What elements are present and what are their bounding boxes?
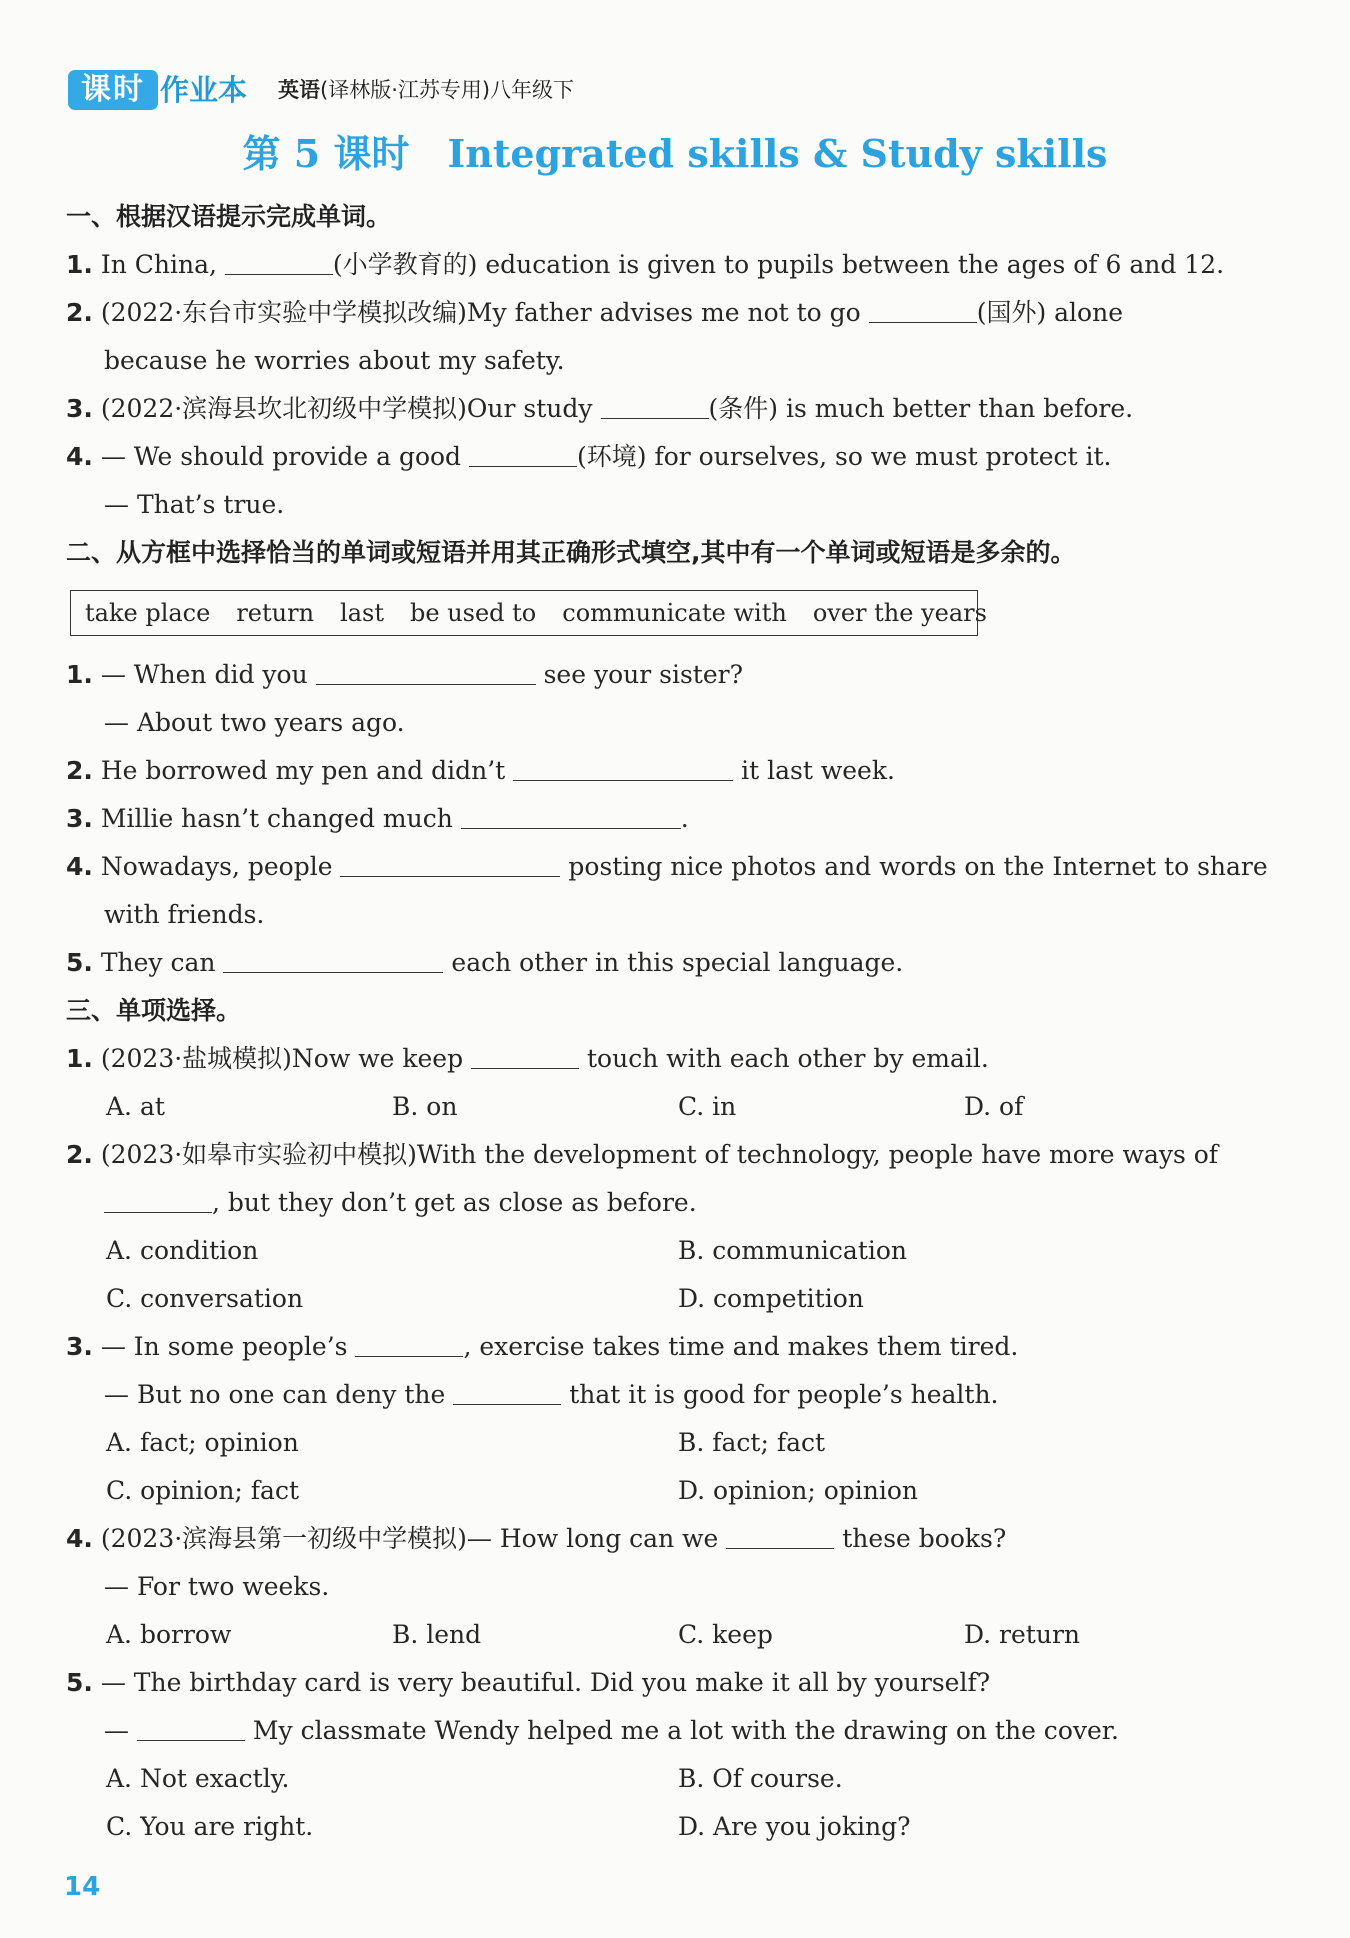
s3-q3-reply: — But no one can deny the that it is good for people’s health. [104,1380,999,1409]
option-b[interactable]: B. Of course. [678,1764,843,1793]
option-d[interactable]: D. of [964,1092,1024,1121]
option-d[interactable]: D. competition [678,1284,864,1313]
answer-blank[interactable] [223,950,443,973]
s2-q4-cont: with friends. [104,900,265,929]
word-bank-item: take place [85,599,211,627]
s1-q2-cont: because he worries about my safety. [104,346,565,375]
answer-blank[interactable] [355,1334,463,1357]
section2-heading: 二、从方框中选择恰当的单词或短语并用其正确形式填空,其中有一个单词或短语是多余的。 [66,538,1076,567]
option-c[interactable]: C. You are right. [106,1812,314,1841]
answer-blank[interactable] [601,396,709,419]
option-a[interactable]: A. Not exactly. [106,1764,290,1793]
s3-q5: 5. — The birthday card is very beautiful. Did you make it all by yourself? [66,1668,991,1697]
option-a[interactable]: A. borrow [106,1620,232,1649]
subject-label: 英语 [278,78,320,102]
s1-q1: 1. In China, (小学教育的) education is given to pupils between the ages of 6 and 12. [66,250,1225,279]
answer-blank[interactable] [726,1526,834,1549]
section1-heading: 一、根据汉语提示完成单词。 [66,202,392,231]
option-d[interactable]: D. Are you joking? [678,1812,911,1841]
answer-blank[interactable] [469,444,577,467]
answer-blank[interactable] [513,758,733,781]
option-a[interactable]: A. fact; opinion [106,1428,299,1457]
page-number: 14 [64,1872,101,1902]
s3-q5-reply: — My classmate Wendy helped me a lot with the drawing on the cover. [104,1716,1119,1745]
option-c[interactable]: C. keep [678,1620,773,1649]
s2-q2: 2. He borrowed my pen and didn’t it last week. [66,756,895,785]
option-b[interactable]: B. on [392,1092,458,1121]
s3-q2-cont: , but they don’t get as close as before. [104,1186,697,1220]
section3-heading: 三、单项选择。 [66,996,242,1025]
option-b[interactable]: B. communication [678,1236,908,1265]
option-c[interactable]: C. in [678,1092,737,1121]
brand-name: 作业本 [160,73,248,107]
brand-logo: 课时 [68,70,158,110]
answer-blank[interactable] [225,252,333,275]
word-bank-item: last [340,599,384,627]
answer-blank[interactable] [316,662,536,685]
answer-blank[interactable] [471,1046,579,1069]
s2-q1-reply: — About two years ago. [104,708,405,737]
option-b[interactable]: B. fact; fact [678,1428,826,1457]
lesson-title: 第 5 课时 Integrated skills & Study skills [242,131,1108,176]
option-c[interactable]: C. conversation [106,1284,304,1313]
edition-label: (译林版·江苏专用)八年级下 [320,78,575,102]
book-info [278,74,574,106]
s1-q4-reply: — That’s true. [104,490,285,519]
s2-q4: 4. Nowadays, people posting nice photos and words on the Internet to share [66,852,1268,881]
s3-q4: 4. (2023·滨海县第一初级中学模拟)— How long can we these books? [66,1524,1007,1553]
option-d[interactable]: D. opinion; opinion [678,1476,919,1505]
word-bank-item: be used to [410,599,537,627]
s2-q1: 1. — When did you see your sister? [66,660,743,689]
s2-q5: 5. They can each other in this special language. [66,948,904,977]
option-a[interactable]: A. at [106,1092,165,1121]
answer-blank[interactable] [137,1718,245,1741]
word-bank [70,590,987,636]
word-bank-item: return [236,599,315,627]
answer-blank[interactable] [104,1190,212,1213]
option-d[interactable]: D. return [964,1620,1080,1649]
s3-q1: 1. (2023·盐城模拟)Now we keep touch with each other by email. [66,1044,989,1073]
answer-blank[interactable] [869,300,977,323]
option-c[interactable]: C. opinion; fact [106,1476,300,1505]
option-a[interactable]: A. condition [106,1236,259,1265]
s1-q4: 4. — We should provide a good (环境) for ourselves, so we must protect it. [66,442,1112,471]
word-bank-item: communicate with [562,599,787,627]
answer-blank[interactable] [340,854,560,877]
s3-q3: 3. — In some people’s , exercise takes time and makes them tired. [66,1332,1019,1361]
s1-q2: 2. (2022·东台市实验中学模拟改编)My father advises me not to go (国外) alone [66,298,1123,327]
word-bank-item: over the years [812,599,987,627]
s3-q2: 2. (2023·如皋市实验初中模拟)With the development of technology, people have more ways of [66,1140,1219,1169]
option-b[interactable]: B. lend [392,1620,482,1649]
s2-q3: 3. Millie hasn’t changed much . [66,804,689,833]
answer-blank[interactable] [453,1382,561,1405]
s1-q3: 3. (2022·滨海县坎北初级中学模拟)Our study (条件) is much better than before. [66,394,1134,423]
answer-blank[interactable] [461,806,681,829]
s3-q4-reply: — For two weeks. [104,1572,330,1601]
